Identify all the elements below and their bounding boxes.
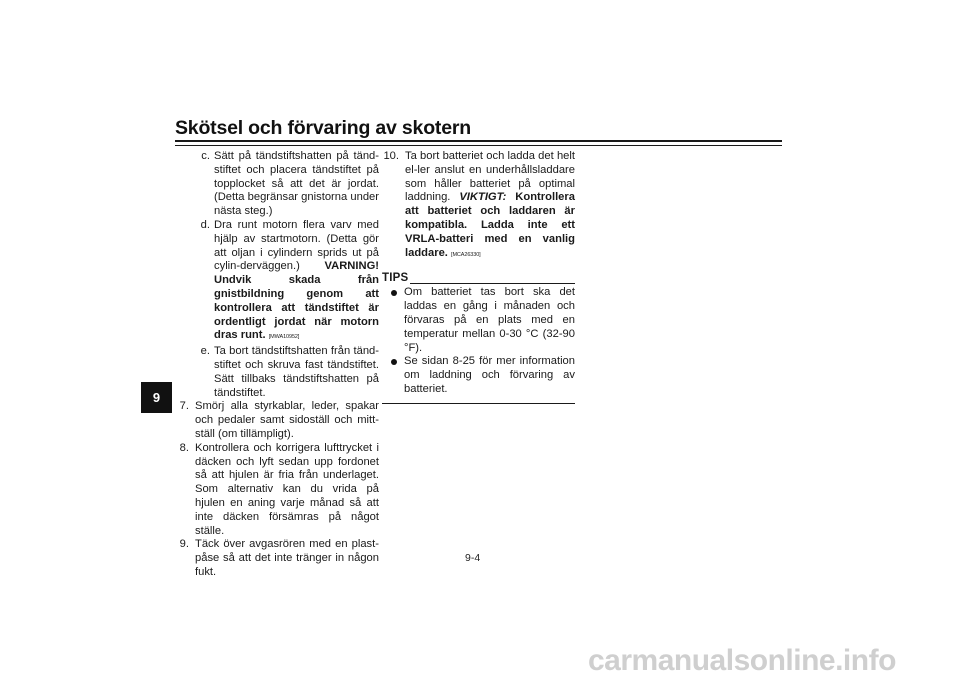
bullet-icon bbox=[391, 290, 397, 296]
tips-bullet-text: Se sidan 8-25 för mer information om laddning och förvaring av batteriet. bbox=[404, 355, 575, 395]
tips-bottom-rule bbox=[382, 403, 575, 404]
tips-top-rule bbox=[382, 283, 575, 284]
substep-label: e. bbox=[200, 345, 210, 358]
step-label: 8. bbox=[179, 441, 189, 454]
tips-heading bbox=[382, 272, 575, 286]
step-10 bbox=[382, 150, 575, 262]
substep-text: Ta bort tändstiftshatten från tänd-stiftet och skruva fast tändstiftet. Sätt tillbaks tändstiftshatten på tändstiftet. bbox=[214, 345, 379, 399]
warning-reference-code: [MWA10952] bbox=[268, 334, 300, 341]
substep-label: c. bbox=[201, 150, 210, 162]
notice-reference-code: [MCA26330] bbox=[451, 251, 481, 258]
warning-text: VARNING! Undvik skada från gnistbildning genom att kontrollera att tändstiftet är ordentligt jordat när motorn dras runt. bbox=[214, 260, 379, 342]
substep-text: Dra runt motorn flera varv med hjälp av startmotorn. (Detta gör att oljan i cylindern sprids ut på cylin-derväggen.) bbox=[214, 218, 379, 273]
page-title: Skötsel och förvaring av skotern bbox=[175, 117, 471, 139]
tips-bullet bbox=[382, 355, 575, 396]
step-text: Ta bort batteriet och ladda det helt el-ler anslut en underhållsladdare som håller batteriet på optimal laddning. bbox=[405, 150, 575, 204]
chapter-tab: 9 bbox=[141, 382, 172, 413]
important-label: VIKTIGT: bbox=[459, 191, 507, 204]
tips-bullet-text: Om batteriet tas bort ska det laddas en gång i månaden och förvaras på en plats med en temperatur mellan 0-30 °C (32-90 °F). bbox=[404, 286, 575, 354]
step-label: 9. bbox=[179, 538, 189, 551]
tips-bullet bbox=[382, 286, 575, 355]
step-text: Smörj alla styrkablar, leder, spakar och pedaler samt sidoställ och mitt-ställ (om tillämpligt). bbox=[195, 400, 379, 440]
important-text: Kontrollera att batteriet och laddaren är kompatibla. Ladda inte ett VRLA-batteri med en vanlig laddare. bbox=[405, 191, 575, 259]
tips-label: TIPS bbox=[382, 272, 409, 285]
substep-d bbox=[181, 219, 379, 345]
substep-e bbox=[181, 345, 379, 400]
substep-text: Sätt på tändstiftshatten på tänd-stiftet och placera tändstiftet på topplocket så att det är jordat. (Detta begränsar gnistorna under nästa steg.) bbox=[214, 150, 379, 218]
step-9 bbox=[177, 538, 379, 579]
bullet-icon bbox=[391, 359, 397, 365]
step-text: Kontrollera och korrigera lufttrycket i däcken och lyft sedan upp fordonet så att hjulen är fria från underlaget. Som alternativ kan du vrida på hjulen en aning varje månad så att inte däcken försämras på något ställe. bbox=[195, 441, 379, 537]
right-column bbox=[382, 150, 575, 404]
left-column bbox=[181, 150, 379, 580]
substep-c bbox=[181, 150, 379, 219]
title-rule-thin bbox=[175, 145, 782, 146]
step-8 bbox=[177, 442, 379, 539]
step-text: Täck över avgasrören med en plast-påse så att det inte tränger in någon fukt. bbox=[195, 538, 379, 578]
step-7 bbox=[177, 400, 379, 441]
substep-label: d. bbox=[200, 218, 210, 231]
title-rule-thick bbox=[175, 140, 782, 142]
step-label: 7. bbox=[179, 400, 189, 413]
step-label: 10. bbox=[383, 150, 399, 162]
watermark: carmanualsonline.info bbox=[588, 644, 896, 677]
page-number: 9-4 bbox=[465, 552, 481, 564]
